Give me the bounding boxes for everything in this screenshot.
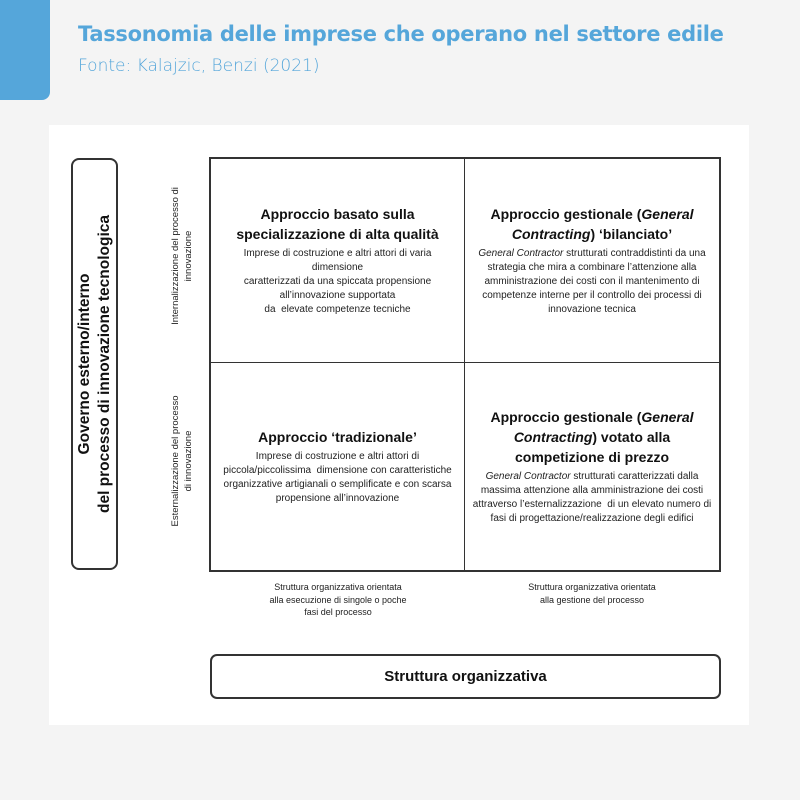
x-axis-box: [210, 654, 721, 699]
cell-title: Approccio gestionale (General Contracting) votato alla competizione di prezzo: [490, 409, 694, 465]
x-axis-label: Struttura organizzativa: [384, 668, 547, 685]
y-axis-label: Governo esterno/interno del processo di innovazione tecnologica: [75, 215, 113, 514]
cell-title: Approccio basato sulla specializzazione di alta qualità: [236, 206, 439, 242]
page-title: Tassonomia delle imprese che operano nel settore edile: [78, 22, 724, 46]
column-label-execution: Struttura organizzativa orientata alla esecuzione di singole o poche fasi del processo: [269, 582, 407, 617]
cell-high-quality-specialization: [211, 159, 465, 363]
cell-description: Imprese di costruzione e altri attori di varia dimensione caratterizzati da una spiccata propensione all’innovazione supportata da elevate competenze tecniche: [243, 248, 432, 315]
source-caption: Fonte: Kalajzic, Benzi (2021): [78, 56, 320, 76]
cell-title: Approccio ‘tradizionale’: [258, 429, 417, 445]
accent-tab: [0, 0, 50, 100]
cell-description: General Contractor strutturati contraddistinti da una strategia che mira a combinare l’attenzione alla amministrazione dei costi con il mantenimento di competenze interne per il controllo dei processi di innovazione tecnica: [478, 248, 706, 315]
y-axis-box: [71, 158, 118, 570]
cell-price-competition-general-contracting: [465, 363, 719, 570]
cell-description: General Contractor strutturati caratterizzati dalla massima attenzione alla amministrazione dei costi attraverso l’esternalizzazione di un elevato numero di fasi di progettazione/realizzazione degli edifici: [472, 471, 712, 524]
row-label-externalization: Esternalizzazione del processo di innovazione: [170, 395, 194, 527]
taxonomy-matrix: [49, 125, 749, 725]
column-label-process-management: Struttura organizzativa orientata alla gestione del processo: [528, 582, 656, 605]
diagram-panel: [49, 125, 749, 725]
cell-description: Imprese di costruzione e altri attori di piccola/piccolissima dimensione con caratteristiche organizzative artigianali o semplificate e con scarsa propensione all’innovazione: [223, 451, 452, 504]
cell-balanced-general-contracting: [465, 159, 719, 363]
row-label-internalization: Internalizzazione del processo di innovazione: [170, 187, 194, 325]
cell-title: Approccio gestionale (General Contracting) ‘bilanciato’: [490, 206, 694, 242]
matrix-grid: [209, 157, 721, 572]
cell-traditional: [211, 363, 465, 570]
